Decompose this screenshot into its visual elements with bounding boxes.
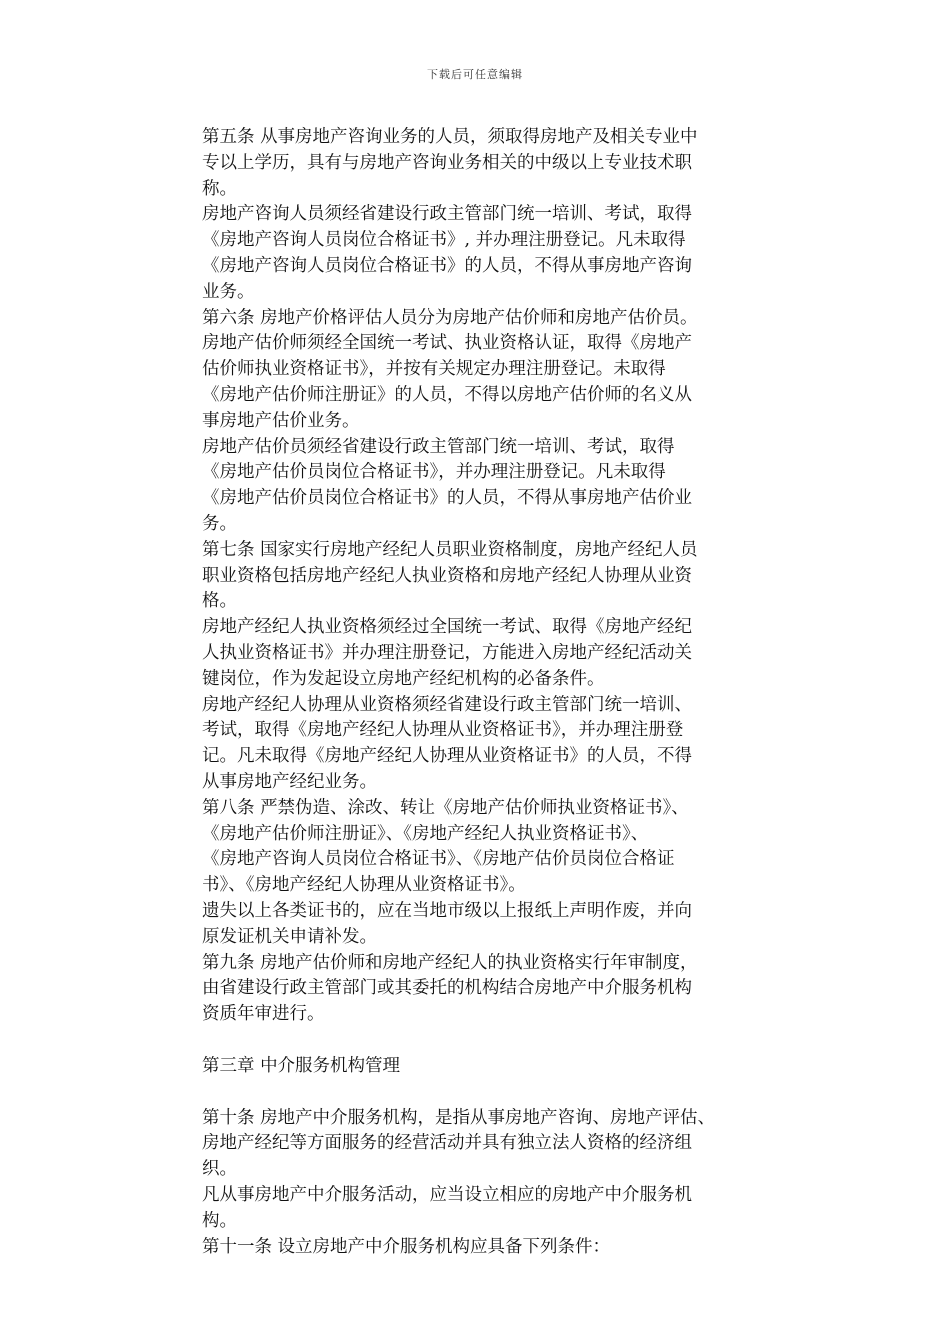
text-line: 第十条 房地产中介服务机构，是指从事房地产咨询、房地产评估、: [202, 1107, 716, 1128]
text-line: 《房地产估价员岗位合格证书》，并办理注册登记。凡未取得: [202, 462, 666, 483]
text-line: 构。: [202, 1210, 237, 1231]
text-line: 房地产经纪等方面服务的经营活动并具有独立法人资格的经济组: [202, 1133, 692, 1154]
text-line: 第六条 房地产价格评估人员分为房地产估价师和房地产估价员。: [202, 307, 698, 328]
text-line: 估价师执业资格证书》，并按有关规定办理注册登记。未取得: [202, 359, 666, 380]
text-line: 第七条 国家实行房地产经纪人员职业资格制度，房地产经纪人员: [202, 539, 698, 560]
text-line: 织。: [202, 1159, 237, 1180]
header-note: 下载后可任意编辑: [427, 68, 523, 81]
text-line: 事房地产估价业务。: [202, 410, 360, 431]
text-line: 专以上学历，具有与房地产咨询业务相关的中级以上专业技术职: [202, 152, 692, 173]
text-line: 务。: [202, 513, 237, 534]
text-line: 记。凡未取得《房地产经纪人协理从业资格证书》的人员，不得: [202, 746, 692, 767]
text-line: 格。: [202, 591, 237, 612]
text-line: 第五条 从事房地产咨询业务的人员，须取得房地产及相关专业中: [202, 127, 698, 147]
text-line: 原发证机关申请补发。: [202, 926, 377, 947]
text-line: 称。: [202, 178, 237, 199]
text-line: 资质年审进行。: [202, 1004, 325, 1025]
text-line: 《房地产估价员岗位合格证书》的人员，不得从事房地产估价业: [202, 488, 692, 509]
text-line: 从事房地产经纪业务。: [202, 771, 377, 792]
text-line: 房地产咨询人员须经省建设行政主管部门统一培训、考试，取得: [202, 204, 692, 225]
text-line: 《房地产咨询人员岗位合格证书》, 并办理注册登记。凡未取得: [202, 230, 686, 251]
document-body: [202, 125, 762, 1260]
text-line: 《房地产咨询人员岗位合格证书》、《房地产估价员岗位合格证: [202, 849, 675, 870]
chapter-heading: 第三章 中介服务机构管理: [202, 1055, 401, 1076]
text-line: 键岗位，作为发起设立房地产经纪机构的必备条件。: [202, 668, 605, 689]
text-line: 房地产经纪人执业资格须经过全国统一考试、取得《房地产经纪: [202, 617, 692, 638]
text-line: 遗失以上各类证书的，应在当地市级以上报纸上声明作废，并向: [202, 900, 692, 921]
text-line: 《房地产咨询人员岗位合格证书》的人员，不得从事房地产咨询: [202, 255, 692, 276]
text-line: 凡从事房地产中介服务活动，应当设立相应的房地产中介服务机: [202, 1185, 692, 1206]
text-line: 职业资格包括房地产经纪人执业资格和房地产经纪人协理从业资: [202, 565, 692, 586]
text-line: 书》、《房地产经纪人协理从业资格证书》。: [202, 875, 526, 896]
text-line: 由省建设行政主管部门或其委托的机构结合房地产中介服务机构: [202, 978, 692, 999]
text-line: 人执业资格证书》并办理注册登记，方能进入房地产经纪活动关: [202, 642, 692, 663]
text-line: 第八条 严禁伪造、涂改、转让《房地产估价师执业资格证书》、: [202, 797, 689, 818]
text-line: 房地产经纪人协理从业资格须经省建设行政主管部门统一培训、: [202, 694, 692, 715]
blank-line: [202, 1080, 762, 1106]
text-line: 第十一条 设立房地产中介服务机构应具备下列条件：: [202, 1236, 611, 1257]
text-line: 房地产估价员须经省建设行政主管部门统一培训、考试，取得: [202, 436, 675, 457]
text-line: 考试，取得《房地产经纪人协理从业资格证书》，并办理注册登: [202, 720, 684, 741]
text-line: 《房地产估价师注册证》、《房地产经纪人执业资格证书》、: [202, 823, 649, 844]
text-line: 业务。: [202, 281, 255, 302]
text-line: 《房地产估价师注册证》的人员，不得以房地产估价师的名义从: [202, 384, 692, 405]
blank-line: [202, 1028, 762, 1054]
text-line: 第九条 房地产估价师和房地产经纪人的执业资格实行年审制度，: [202, 952, 698, 973]
text-line: 房地产估价师须经全国统一考试、执业资格认证，取得《房地产: [202, 333, 692, 354]
